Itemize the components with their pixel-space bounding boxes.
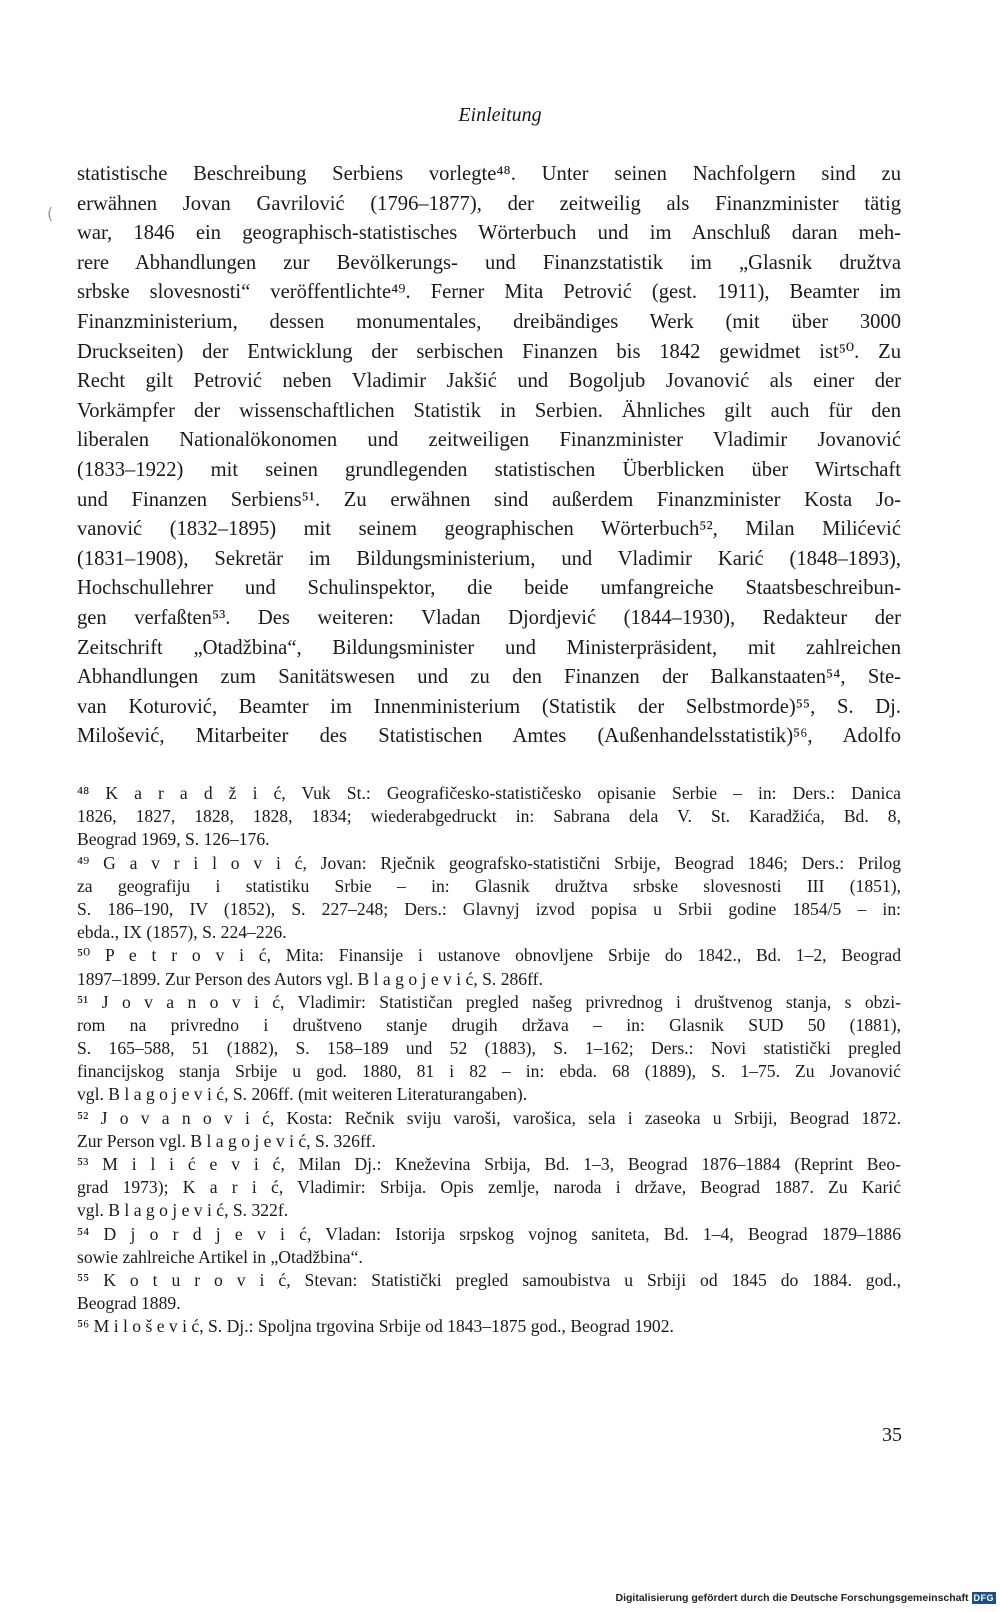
body-line: Finanzministerium, dessen monumentales, dreibändiges Werk (mit über 3000 (77, 310, 901, 333)
body-line: Vorkämpfer der wissenschaftlichen Statistik in Serbien. Ähnliches gilt auch für den (77, 399, 901, 422)
body-line: Recht gilt Petrović neben Vladimir Jakšić und Bogoljub Jovanović als einer der (77, 370, 901, 393)
footnote-line: ⁴⁸ K a r a d ž i ć, Vuk St.: Geografičesko-statističesko opisanie Serbie – in: Ders.: Danica (77, 783, 901, 803)
body-line: gen verfaßten⁵³. Des weiteren: Vladan Djordjević (1844–1930), Redakteur der (77, 606, 901, 629)
footnote-line: ⁵³ M i l i ć e v i ć, Milan Dj.: Kneževina Srbija, Bd. 1–3, Beograd 1876–1884 (Reprint Beo- (77, 1154, 901, 1174)
footnote-line: 1897–1899. Zur Person des Autors vgl. B l a g o j e v i ć, S. 286ff. (77, 968, 543, 989)
body-line: Hochschullehrer und Schulinspektor, die beide umfangreiche Staatsbeschreibun- (77, 577, 901, 600)
footnote-line: financijskog stanja Srbije u god. 1880, 81 i 82 – in: ebda. 68 (1889), S. 1–75. Zu Jovanović (77, 1061, 901, 1082)
running-head: Einleitung (458, 104, 542, 126)
footnote-line: vgl. B l a g o j e v i ć, S. 322f. (77, 1200, 289, 1221)
body-line: statistische Beschreibung Serbiens vorlegte⁴⁸. Unter seinen Nachfolgern sind zu (77, 163, 901, 185)
footnote-line: 1826, 1827, 1828, 1828, 1834; wiederabgedruckt in: Sabrana dela V. St. Karadžića, Bd. 8, (77, 806, 901, 827)
footnote-line: Beograd 1889. (77, 1293, 181, 1314)
footnote-line: ⁵¹ J o v a n o v i ć, Vladimir: Statističan pregled našeg privrednog i društvenog stanja, s obzi- (77, 991, 901, 1012)
body-line: war, 1846 ein geographisch-statistisches Wörterbuch und im Anschluß daran meh- (77, 222, 901, 245)
body-line: erwähnen Jovan Gavrilović (1796–1877), der zeitweilig als Finanzminister tätig (77, 192, 901, 215)
footnote-line: ⁴⁹ G a v r i l o v i ć, Jovan: Rječnik geografsko-statistični Srbije, Beograd 1846; Ders.: Prilog (77, 852, 901, 873)
page-number: 35 (882, 1424, 902, 1446)
body-line: srbske slovesnosti“ veröffentlichte⁴⁹. Ferner Mita Petrović (gest. 1911), Beamter im (77, 281, 901, 304)
body-line: Zeitschrift „Otadžbina“, Bildungsminister und Ministerpräsident, mit zahlreichen (77, 636, 901, 659)
footnote-line: grad 1973); K a r i ć, Vladimir: Srbija. Opis zemlje, naroda i države, Beograd 1887. Zu Karić (77, 1177, 901, 1198)
footnote-line: ⁵⁶ M i l o š e v i ć, S. Dj.: Spoljna trgovina Srbije od 1843–1875 god., Beograd 1902. (77, 1316, 674, 1337)
body-line: und Finanzen Serbiens⁵¹. Zu erwähnen sind außerdem Finanzminister Kosta Jo- (77, 488, 901, 511)
footnote-line: vgl. B l a g o j e v i ć, S. 206ff. (mit weiteren Literaturangaben). (77, 1084, 528, 1105)
footnote-line: rom na privredno i društveno stanje drugih država – in: Glasnik SUD 50 (1881), (77, 1014, 901, 1035)
body-line: van Koturović, Beamter im Innenministerium (Statistik der Selbstmorde)⁵⁵, S. Dj. (77, 695, 901, 718)
body-line: Abhandlungen zum Sanitätswesen und zu den Finanzen der Balkanstaaten⁵⁴, Ste- (77, 666, 901, 689)
footnotes (77, 782, 901, 1339)
body-line: liberalen Nationalökonomen und zeitweiligen Finanzminister Vladimir Jovanović (77, 429, 901, 452)
credit-text: Digitalisierung gefördert durch die Deutsche Forschungsgemeinschaft (615, 1592, 969, 1604)
footnote-line: ⁵² J o v a n o v i ć, Kosta: Rečnik sviju varoši, varošica, sela i zaseoka u Srbiji, Beograd 1872. (77, 1107, 901, 1128)
body-line: vanović (1832–1895) mit seinem geographischen Wörterbuch⁵², Milan Milićević (77, 518, 901, 541)
body-text (77, 160, 901, 752)
body-line: Druckseiten) der Entwicklung der serbischen Finanzen bis 1842 gewidmet ist⁵⁰. Zu (77, 340, 901, 363)
footnote-line: za geografiju i statistiku Srbie – in: Glasnik družtva srbske slovesnosti III (1851), (77, 875, 901, 896)
digitization-credit (610, 1592, 996, 1604)
body-line: (1831–1908), Sekretär im Bildungsministerium, und Vladimir Karić (1848–1893), (77, 547, 901, 570)
dfg-logo-icon: DFG (973, 1593, 994, 1603)
body-line: rere Abhandlungen zur Bevölkerungs- und Finanzstatistik im „Glasnik družtva (77, 251, 901, 274)
footnote-line: Beograd 1969, S. 126–176. (77, 829, 270, 850)
footnote-line: sowie zahlreiche Artikel in „Otadžbina“. (77, 1246, 363, 1267)
footnote-line: S. 186–190, IV (1852), S. 227–248; Ders.: Glavnyj izvod popisa u Srbii godine 1854/5 – in: (77, 898, 901, 919)
footnote-line: ⁵⁴ D j o r d j e v i ć, Vladan: Istorija srpskog vojnog saniteta, Bd. 1–4, Beograd 1879–1886 (77, 1223, 901, 1244)
body-line: (1833–1922) mit seinen grundlegenden statistischen Überblicken über Wirtschaft (77, 458, 901, 481)
footnote-line: Zur Person vgl. B l a g o j e v i ć, S. 326ff. (77, 1130, 376, 1151)
footnote-line: ⁵⁵ K o t u r o v i ć, Stevan: Statistički pregled samoubistva u Srbiji od 1845 do 1884. god., (77, 1269, 901, 1290)
footnote-line: ⁵⁰ P e t r o v i ć, Mita: Finansije i ustanove obnovljene Srbije do 1842., Bd. 1–2, Beograd (77, 945, 901, 966)
footnote-line: S. 165–588, 51 (1882), S. 158–189 und 52 (1883), S. 1–162; Ders.: Novi statistički pregled (77, 1038, 901, 1059)
body-line: Milošević, Mitarbeiter des Statistischen Amtes (Außenhandelsstatistik)⁵⁶, Adolfo (77, 725, 901, 748)
margin-mark: ( (47, 204, 54, 223)
footnote-line: ebda., IX (1857), S. 224–226. (77, 922, 287, 943)
